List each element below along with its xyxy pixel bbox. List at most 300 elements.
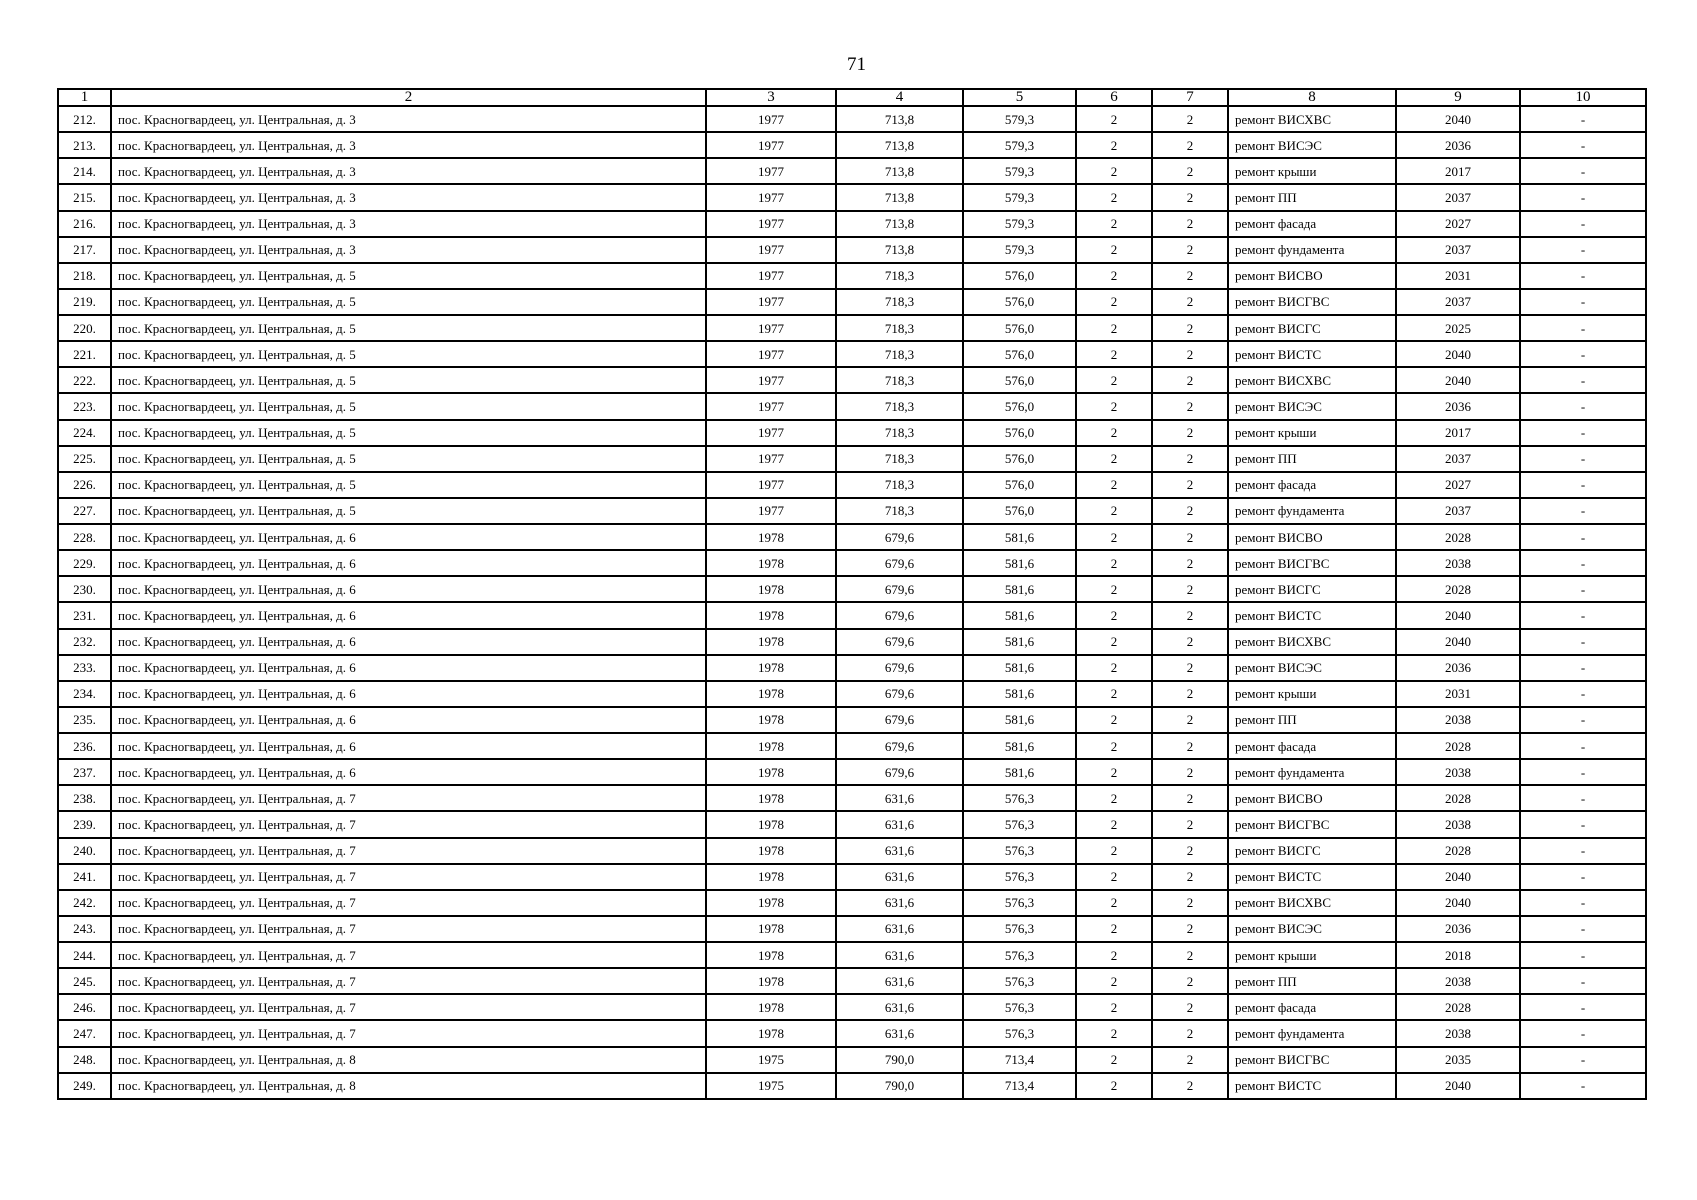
total-area-cell: 713,8 <box>836 158 963 184</box>
address-cell: пос. Красногвардеец, ул. Центральная, д. 5 <box>111 367 706 393</box>
row-number-cell: 216. <box>58 211 111 237</box>
floors-cell: 2 <box>1076 602 1152 628</box>
work-type-cell: ремонт ВИСТС <box>1228 602 1396 628</box>
total-area-cell: 718,3 <box>836 289 963 315</box>
living-area-cell: 576,3 <box>963 916 1076 942</box>
row-number-cell: 239. <box>58 811 111 837</box>
header-row <box>58 89 1646 106</box>
table-row <box>58 890 1646 916</box>
row-number-cell: 235. <box>58 707 111 733</box>
floors-cell: 2 <box>1076 393 1152 419</box>
address-cell: пос. Красногвардеец, ул. Центральная, д. 5 <box>111 341 706 367</box>
work-type-cell: ремонт ПП <box>1228 707 1396 733</box>
total-area-cell: 718,3 <box>836 472 963 498</box>
work-type-cell: ремонт ВИСЭС <box>1228 916 1396 942</box>
table-row <box>58 968 1646 994</box>
living-area-cell: 581,6 <box>963 576 1076 602</box>
table-row <box>58 263 1646 289</box>
total-area-cell: 631,6 <box>836 890 963 916</box>
total-area-cell: 631,6 <box>836 968 963 994</box>
address-cell: пос. Красногвардеец, ул. Центральная, д. 7 <box>111 994 706 1020</box>
planned-year-cell: 2027 <box>1396 472 1520 498</box>
living-area-cell: 576,0 <box>963 420 1076 446</box>
planned-year-cell: 2035 <box>1396 1047 1520 1073</box>
planned-year-cell: 2040 <box>1396 864 1520 890</box>
work-type-cell: ремонт фасада <box>1228 994 1396 1020</box>
address-cell: пос. Красногвардеец, ул. Центральная, д. 6 <box>111 524 706 550</box>
planned-year-cell: 2040 <box>1396 890 1520 916</box>
build-year-cell: 1978 <box>706 916 836 942</box>
floors-cell: 2 <box>1076 211 1152 237</box>
table-row <box>58 420 1646 446</box>
entrances-cell: 2 <box>1152 942 1228 968</box>
floors-cell: 2 <box>1076 420 1152 446</box>
table-row <box>58 838 1646 864</box>
total-area-cell: 679,6 <box>836 707 963 733</box>
address-cell: пос. Красногвардеец, ул. Центральная, д. 7 <box>111 968 706 994</box>
build-year-cell: 1978 <box>706 602 836 628</box>
row-number-cell: 246. <box>58 994 111 1020</box>
table-row <box>58 994 1646 1020</box>
note-cell: - <box>1520 942 1646 968</box>
floors-cell: 2 <box>1076 184 1152 210</box>
entrances-cell: 2 <box>1152 341 1228 367</box>
work-type-cell: ремонт ВИСГВС <box>1228 1047 1396 1073</box>
entrances-cell: 2 <box>1152 132 1228 158</box>
table-row <box>58 655 1646 681</box>
planned-year-cell: 2036 <box>1396 393 1520 419</box>
floors-cell: 2 <box>1076 158 1152 184</box>
row-number-cell: 249. <box>58 1073 111 1099</box>
planned-year-cell: 2040 <box>1396 106 1520 132</box>
work-type-cell: ремонт ВИСВО <box>1228 524 1396 550</box>
planned-year-cell: 2018 <box>1396 942 1520 968</box>
floors-cell: 2 <box>1076 994 1152 1020</box>
row-number-cell: 217. <box>58 237 111 263</box>
work-type-cell: ремонт фасада <box>1228 472 1396 498</box>
planned-year-cell: 2040 <box>1396 367 1520 393</box>
build-year-cell: 1977 <box>706 446 836 472</box>
entrances-cell: 2 <box>1152 1020 1228 1046</box>
total-area-cell: 631,6 <box>836 1020 963 1046</box>
build-year-cell: 1978 <box>706 785 836 811</box>
row-number-cell: 237. <box>58 759 111 785</box>
total-area-cell: 713,8 <box>836 132 963 158</box>
work-type-cell: ремонт ВИСВО <box>1228 263 1396 289</box>
build-year-cell: 1978 <box>706 1020 836 1046</box>
entrances-cell: 2 <box>1152 524 1228 550</box>
address-cell: пос. Красногвардеец, ул. Центральная, д. 3 <box>111 211 706 237</box>
row-number-cell: 226. <box>58 472 111 498</box>
floors-cell: 2 <box>1076 838 1152 864</box>
table-row <box>58 367 1646 393</box>
page-number: 71 <box>847 54 866 75</box>
work-type-cell: ремонт фасада <box>1228 733 1396 759</box>
table-row <box>58 393 1646 419</box>
row-number-cell: 213. <box>58 132 111 158</box>
address-cell: пос. Красногвардеец, ул. Центральная, д. 5 <box>111 446 706 472</box>
note-cell: - <box>1520 393 1646 419</box>
table-row <box>58 211 1646 237</box>
build-year-cell: 1978 <box>706 811 836 837</box>
living-area-cell: 581,6 <box>963 550 1076 576</box>
total-area-cell: 679,6 <box>836 602 963 628</box>
row-number-cell: 245. <box>58 968 111 994</box>
row-number-cell: 247. <box>58 1020 111 1046</box>
floors-cell: 2 <box>1076 472 1152 498</box>
living-area-cell: 713,4 <box>963 1047 1076 1073</box>
planned-year-cell: 2031 <box>1396 681 1520 707</box>
row-number-cell: 218. <box>58 263 111 289</box>
planned-year-cell: 2028 <box>1396 733 1520 759</box>
note-cell: - <box>1520 132 1646 158</box>
entrances-cell: 2 <box>1152 916 1228 942</box>
living-area-cell: 576,3 <box>963 785 1076 811</box>
planned-year-cell: 2027 <box>1396 211 1520 237</box>
living-area-cell: 581,6 <box>963 733 1076 759</box>
column-header-1: 1 <box>58 89 111 106</box>
note-cell: - <box>1520 472 1646 498</box>
address-cell: пос. Красногвардеец, ул. Центральная, д. 6 <box>111 629 706 655</box>
address-cell: пос. Красногвардеец, ул. Центральная, д. 5 <box>111 263 706 289</box>
table-row <box>58 733 1646 759</box>
table-row <box>58 602 1646 628</box>
note-cell: - <box>1520 1073 1646 1099</box>
total-area-cell: 631,6 <box>836 838 963 864</box>
total-area-cell: 679,6 <box>836 759 963 785</box>
planned-year-cell: 2028 <box>1396 576 1520 602</box>
total-area-cell: 631,6 <box>836 994 963 1020</box>
floors-cell: 2 <box>1076 890 1152 916</box>
floors-cell: 2 <box>1076 916 1152 942</box>
note-cell: - <box>1520 890 1646 916</box>
living-area-cell: 576,0 <box>963 263 1076 289</box>
work-type-cell: ремонт ВИСХВС <box>1228 367 1396 393</box>
work-type-cell: ремонт ВИСХВС <box>1228 890 1396 916</box>
row-number-cell: 221. <box>58 341 111 367</box>
total-area-cell: 718,3 <box>836 393 963 419</box>
table-row <box>58 106 1646 132</box>
address-cell: пос. Красногвардеец, ул. Центральная, д. 5 <box>111 472 706 498</box>
row-number-cell: 243. <box>58 916 111 942</box>
row-number-cell: 229. <box>58 550 111 576</box>
living-area-cell: 579,3 <box>963 158 1076 184</box>
address-cell: пос. Красногвардеец, ул. Центральная, д. 5 <box>111 393 706 419</box>
address-cell: пос. Красногвардеец, ул. Центральная, д. 6 <box>111 733 706 759</box>
address-cell: пос. Красногвардеец, ул. Центральная, д. 7 <box>111 838 706 864</box>
entrances-cell: 2 <box>1152 707 1228 733</box>
address-cell: пос. Красногвардеец, ул. Центральная, д. 6 <box>111 655 706 681</box>
row-number-cell: 220. <box>58 315 111 341</box>
row-number-cell: 214. <box>58 158 111 184</box>
note-cell: - <box>1520 576 1646 602</box>
entrances-cell: 2 <box>1152 1073 1228 1099</box>
note-cell: - <box>1520 759 1646 785</box>
work-type-cell: ремонт крыши <box>1228 420 1396 446</box>
living-area-cell: 581,6 <box>963 524 1076 550</box>
build-year-cell: 1977 <box>706 315 836 341</box>
work-type-cell: ремонт ПП <box>1228 446 1396 472</box>
table-row <box>58 681 1646 707</box>
total-area-cell: 631,6 <box>836 811 963 837</box>
total-area-cell: 718,3 <box>836 367 963 393</box>
total-area-cell: 713,8 <box>836 211 963 237</box>
note-cell: - <box>1520 341 1646 367</box>
build-year-cell: 1978 <box>706 968 836 994</box>
entrances-cell: 2 <box>1152 237 1228 263</box>
planned-year-cell: 2038 <box>1396 811 1520 837</box>
living-area-cell: 576,3 <box>963 811 1076 837</box>
work-type-cell: ремонт ВИСЭС <box>1228 655 1396 681</box>
planned-year-cell: 2038 <box>1396 759 1520 785</box>
table-row <box>58 472 1646 498</box>
living-area-cell: 576,0 <box>963 341 1076 367</box>
row-number-cell: 228. <box>58 524 111 550</box>
address-cell: пос. Красногвардеец, ул. Центральная, д. 3 <box>111 237 706 263</box>
build-year-cell: 1978 <box>706 655 836 681</box>
planned-year-cell: 2028 <box>1396 838 1520 864</box>
build-year-cell: 1977 <box>706 263 836 289</box>
floors-cell: 2 <box>1076 1047 1152 1073</box>
living-area-cell: 581,6 <box>963 759 1076 785</box>
entrances-cell: 2 <box>1152 785 1228 811</box>
build-year-cell: 1978 <box>706 629 836 655</box>
address-cell: пос. Красногвардеец, ул. Центральная, д. 5 <box>111 498 706 524</box>
table-row <box>58 237 1646 263</box>
note-cell: - <box>1520 602 1646 628</box>
table-row <box>58 916 1646 942</box>
table-row <box>58 341 1646 367</box>
build-year-cell: 1977 <box>706 184 836 210</box>
total-area-cell: 679,6 <box>836 655 963 681</box>
address-cell: пос. Красногвардеец, ул. Центральная, д. 6 <box>111 602 706 628</box>
note-cell: - <box>1520 838 1646 864</box>
total-area-cell: 718,3 <box>836 315 963 341</box>
entrances-cell: 2 <box>1152 811 1228 837</box>
work-type-cell: ремонт фундамента <box>1228 759 1396 785</box>
row-number-cell: 219. <box>58 289 111 315</box>
address-cell: пос. Красногвардеец, ул. Центральная, д. 7 <box>111 942 706 968</box>
living-area-cell: 576,3 <box>963 968 1076 994</box>
living-area-cell: 579,3 <box>963 184 1076 210</box>
floors-cell: 2 <box>1076 550 1152 576</box>
row-number-cell: 240. <box>58 838 111 864</box>
row-number-cell: 236. <box>58 733 111 759</box>
work-type-cell: ремонт ВИСХВС <box>1228 106 1396 132</box>
note-cell: - <box>1520 811 1646 837</box>
address-cell: пос. Красногвардеец, ул. Центральная, д. 7 <box>111 1020 706 1046</box>
living-area-cell: 581,6 <box>963 655 1076 681</box>
entrances-cell: 2 <box>1152 1047 1228 1073</box>
row-number-cell: 224. <box>58 420 111 446</box>
table-body <box>58 106 1646 1099</box>
table-row <box>58 1047 1646 1073</box>
planned-year-cell: 2037 <box>1396 184 1520 210</box>
column-header-3: 3 <box>706 89 836 106</box>
row-number-cell: 242. <box>58 890 111 916</box>
work-type-cell: ремонт крыши <box>1228 681 1396 707</box>
floors-cell: 2 <box>1076 315 1152 341</box>
row-number-cell: 241. <box>58 864 111 890</box>
floors-cell: 2 <box>1076 341 1152 367</box>
entrances-cell: 2 <box>1152 681 1228 707</box>
floors-cell: 2 <box>1076 367 1152 393</box>
note-cell: - <box>1520 420 1646 446</box>
table-row <box>58 550 1646 576</box>
living-area-cell: 579,3 <box>963 106 1076 132</box>
floors-cell: 2 <box>1076 864 1152 890</box>
note-cell: - <box>1520 289 1646 315</box>
note-cell: - <box>1520 864 1646 890</box>
note-cell: - <box>1520 237 1646 263</box>
living-area-cell: 581,6 <box>963 629 1076 655</box>
planned-year-cell: 2028 <box>1396 785 1520 811</box>
note-cell: - <box>1520 1020 1646 1046</box>
floors-cell: 2 <box>1076 785 1152 811</box>
total-area-cell: 679,6 <box>836 550 963 576</box>
note-cell: - <box>1520 263 1646 289</box>
living-area-cell: 576,3 <box>963 942 1076 968</box>
address-cell: пос. Красногвардеец, ул. Центральная, д. 6 <box>111 550 706 576</box>
planned-year-cell: 2038 <box>1396 1020 1520 1046</box>
entrances-cell: 2 <box>1152 576 1228 602</box>
entrances-cell: 2 <box>1152 655 1228 681</box>
planned-year-cell: 2025 <box>1396 315 1520 341</box>
build-year-cell: 1977 <box>706 420 836 446</box>
total-area-cell: 718,3 <box>836 446 963 472</box>
living-area-cell: 576,3 <box>963 1020 1076 1046</box>
address-cell: пос. Красногвардеец, ул. Центральная, д. 6 <box>111 576 706 602</box>
entrances-cell: 2 <box>1152 890 1228 916</box>
work-type-cell: ремонт ВИСЭС <box>1228 132 1396 158</box>
row-number-cell: 244. <box>58 942 111 968</box>
build-year-cell: 1977 <box>706 237 836 263</box>
entrances-cell: 2 <box>1152 629 1228 655</box>
row-number-cell: 212. <box>58 106 111 132</box>
living-area-cell: 579,3 <box>963 132 1076 158</box>
build-year-cell: 1978 <box>706 733 836 759</box>
build-year-cell: 1977 <box>706 341 836 367</box>
note-cell: - <box>1520 158 1646 184</box>
entrances-cell: 2 <box>1152 550 1228 576</box>
floors-cell: 2 <box>1076 446 1152 472</box>
build-year-cell: 1977 <box>706 472 836 498</box>
address-cell: пос. Красногвардеец, ул. Центральная, д. 3 <box>111 132 706 158</box>
entrances-cell: 2 <box>1152 994 1228 1020</box>
total-area-cell: 631,6 <box>836 916 963 942</box>
floors-cell: 2 <box>1076 289 1152 315</box>
entrances-cell: 2 <box>1152 393 1228 419</box>
build-year-cell: 1978 <box>706 707 836 733</box>
planned-year-cell: 2028 <box>1396 994 1520 1020</box>
row-number-cell: 234. <box>58 681 111 707</box>
planned-year-cell: 2037 <box>1396 498 1520 524</box>
table-row <box>58 1020 1646 1046</box>
address-cell: пос. Красногвардеец, ул. Центральная, д. 3 <box>111 106 706 132</box>
floors-cell: 2 <box>1076 132 1152 158</box>
row-number-cell: 248. <box>58 1047 111 1073</box>
build-year-cell: 1978 <box>706 524 836 550</box>
planned-year-cell: 2037 <box>1396 446 1520 472</box>
planned-year-cell: 2036 <box>1396 916 1520 942</box>
table-row <box>58 1073 1646 1099</box>
build-year-cell: 1977 <box>706 289 836 315</box>
work-type-cell: ремонт ВИСГС <box>1228 315 1396 341</box>
build-year-cell: 1978 <box>706 576 836 602</box>
living-area-cell: 581,6 <box>963 602 1076 628</box>
build-year-cell: 1978 <box>706 550 836 576</box>
address-cell: пос. Красногвардеец, ул. Центральная, д. 6 <box>111 759 706 785</box>
build-year-cell: 1978 <box>706 838 836 864</box>
living-area-cell: 581,6 <box>963 707 1076 733</box>
address-cell: пос. Красногвардеец, ул. Центральная, д. 3 <box>111 158 706 184</box>
table-row <box>58 315 1646 341</box>
total-area-cell: 718,3 <box>836 498 963 524</box>
floors-cell: 2 <box>1076 733 1152 759</box>
address-cell: пос. Красногвардеец, ул. Центральная, д. 5 <box>111 289 706 315</box>
address-cell: пос. Красногвардеец, ул. Центральная, д. 7 <box>111 811 706 837</box>
work-type-cell: ремонт ПП <box>1228 968 1396 994</box>
work-type-cell: ремонт фундамента <box>1228 498 1396 524</box>
work-type-cell: ремонт фундамента <box>1228 237 1396 263</box>
total-area-cell: 679,6 <box>836 681 963 707</box>
row-number-cell: 223. <box>58 393 111 419</box>
floors-cell: 2 <box>1076 1073 1152 1099</box>
floors-cell: 2 <box>1076 576 1152 602</box>
entrances-cell: 2 <box>1152 864 1228 890</box>
build-year-cell: 1975 <box>706 1073 836 1099</box>
build-year-cell: 1977 <box>706 498 836 524</box>
work-type-cell: ремонт ВИСТС <box>1228 341 1396 367</box>
address-cell: пос. Красногвардеец, ул. Центральная, д. 5 <box>111 315 706 341</box>
note-cell: - <box>1520 211 1646 237</box>
living-area-cell: 576,3 <box>963 864 1076 890</box>
row-number-cell: 225. <box>58 446 111 472</box>
entrances-cell: 2 <box>1152 968 1228 994</box>
living-area-cell: 579,3 <box>963 211 1076 237</box>
row-number-cell: 230. <box>58 576 111 602</box>
planned-year-cell: 2040 <box>1396 629 1520 655</box>
planned-year-cell: 2040 <box>1396 341 1520 367</box>
entrances-cell: 2 <box>1152 211 1228 237</box>
entrances-cell: 2 <box>1152 263 1228 289</box>
entrances-cell: 2 <box>1152 184 1228 210</box>
table-row <box>58 498 1646 524</box>
entrances-cell: 2 <box>1152 759 1228 785</box>
work-type-cell: ремонт ВИСЭС <box>1228 393 1396 419</box>
table-row <box>58 707 1646 733</box>
total-area-cell: 790,0 <box>836 1047 963 1073</box>
entrances-cell: 2 <box>1152 472 1228 498</box>
build-year-cell: 1978 <box>706 759 836 785</box>
total-area-cell: 679,6 <box>836 629 963 655</box>
planned-year-cell: 2038 <box>1396 550 1520 576</box>
column-header-9: 9 <box>1396 89 1520 106</box>
table-row <box>58 576 1646 602</box>
floors-cell: 2 <box>1076 106 1152 132</box>
table-row <box>58 446 1646 472</box>
living-area-cell: 576,0 <box>963 472 1076 498</box>
living-area-cell: 581,6 <box>963 681 1076 707</box>
table-row <box>58 158 1646 184</box>
note-cell: - <box>1520 707 1646 733</box>
planned-year-cell: 2040 <box>1396 1073 1520 1099</box>
floors-cell: 2 <box>1076 629 1152 655</box>
living-area-cell: 576,0 <box>963 446 1076 472</box>
note-cell: - <box>1520 367 1646 393</box>
planned-year-cell: 2017 <box>1396 158 1520 184</box>
note-cell: - <box>1520 106 1646 132</box>
